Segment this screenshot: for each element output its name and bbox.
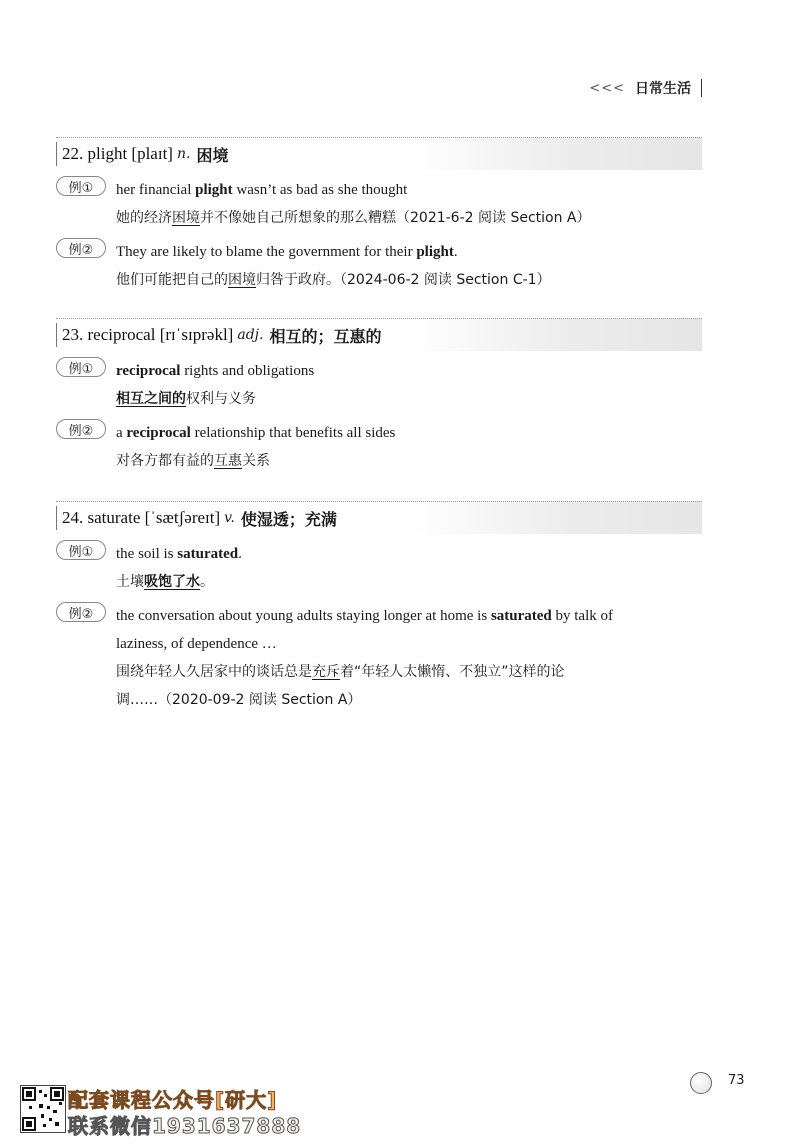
meaning: 使湿透；充满 [240,509,337,529]
example-en: the conversation about young adults staying longer at home is saturated by talk of [116,608,614,624]
example-en: the soil is saturated. [116,546,242,562]
meaning: 相互的；互惠的 [269,326,382,346]
example-en: reciprocal rights and obligations [116,363,315,379]
example-cn: 他们可能把自己的困境归咎于政府。（2024-06-2 阅读 Section C-1） [116,272,551,288]
example-badge: 例① [56,176,106,196]
headword: 24. saturate [ˈsætʃəreɪt] [62,508,221,527]
page-number: 73 [728,1073,745,1088]
example [56,176,702,232]
part-of-speech: adj. [237,327,264,343]
running-header [589,78,702,98]
example [56,238,702,294]
header-divider [701,79,702,97]
example-en: a reciprocal relationship that benefits all sides [116,425,396,441]
entry-heading [56,501,702,534]
example [56,540,702,596]
entry-reciprocal [56,318,702,475]
headword: 22. plight [plaɪt] [62,144,173,163]
qr-code-icon [20,1085,66,1133]
part-of-speech: v. [224,510,235,526]
example-cn: 她的经济困境并不像她自己所想象的那么糟糕（2021-6-2 阅读 Section A） [116,210,591,226]
example-badge: 例① [56,540,106,560]
entry-heading [56,137,702,170]
example [56,357,702,413]
header-arrows: <<< [589,80,625,96]
example-en: They are likely to blame the government for their plight. [116,244,458,260]
example [56,419,702,475]
example-en-continued: laziness, of dependence … [116,636,277,652]
entry-saturate [56,501,702,714]
example-badge: 例② [56,419,106,439]
example [56,602,702,714]
example-badge: 例② [56,238,106,258]
example-badge: 例① [56,357,106,377]
example-cn: 相互之间的权利与义务 [116,391,256,407]
example-en: her financial plight wasn’t as bad as she thought [116,182,408,198]
header-title: 日常生活 [635,81,691,97]
example-cn: 土壤吸饱了水。 [116,574,214,590]
entry-heading [56,318,702,351]
meaning: 困境 [196,145,229,165]
watermark-line2: 联系微信1931637888 [68,1114,302,1138]
example-badge: 例② [56,602,106,622]
example-cn: 围绕年轻人久居家中的谈话总是充斥着“年轻人太懒惰、不独立”这样的论 [116,664,565,680]
headword: 23. reciprocal [rɪˈsɪprəkl] [62,325,234,344]
example-cn: 对各方都有益的互惠关系 [116,453,270,469]
part-of-speech: n. [176,146,191,162]
example-cn-continued: 调……（2020-09-2 阅读 Section A） [116,692,362,708]
page-marker-icon [690,1072,712,1094]
watermark-line1: 配套课程公众号[研大] [68,1088,278,1112]
entry-plight [56,137,702,294]
